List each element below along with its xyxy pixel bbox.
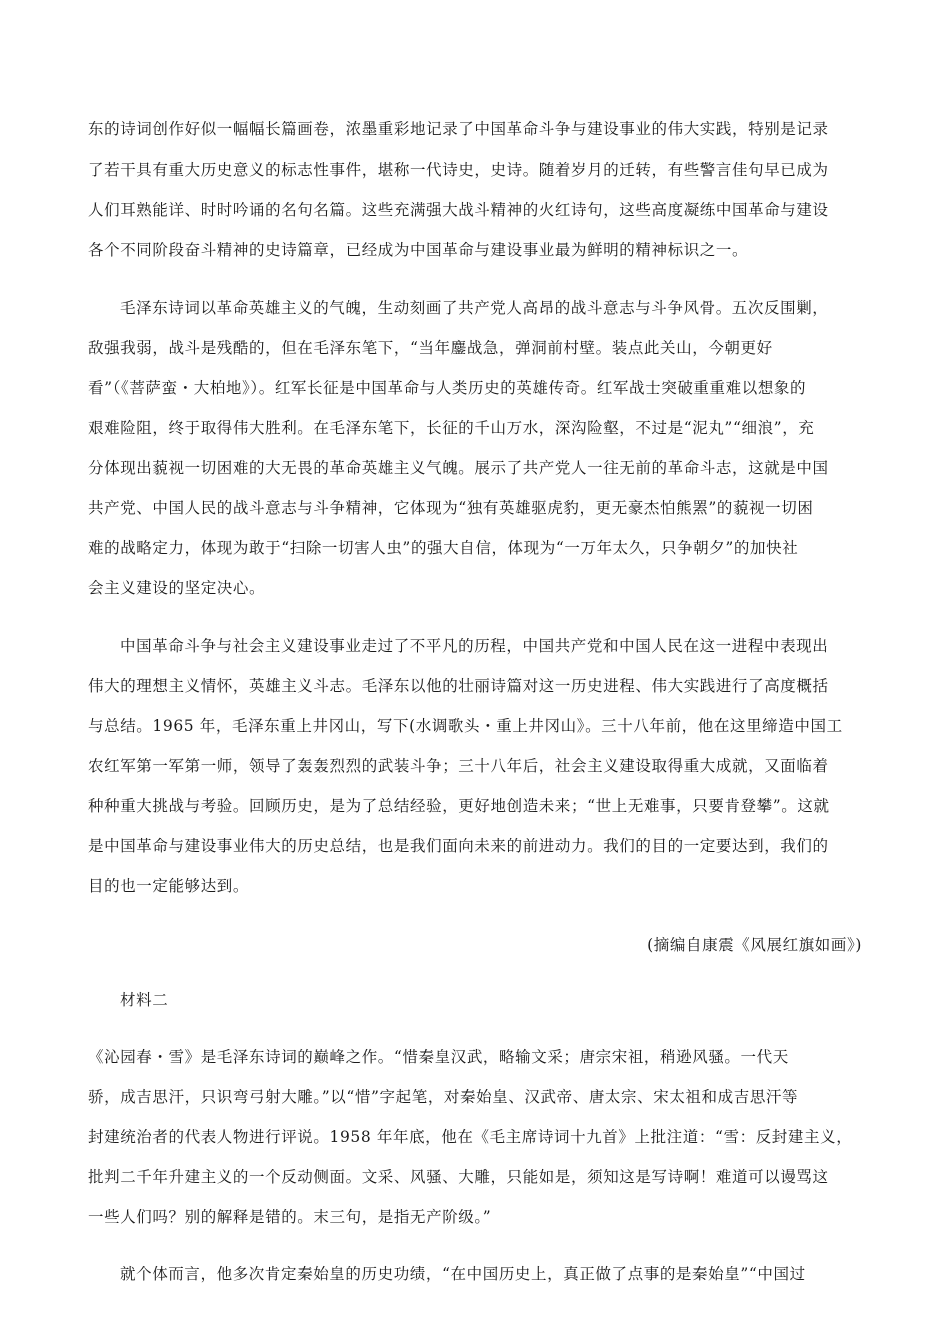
paragraph-2-line-4: 艰难险阻，终于取得伟大胜利。在毛泽东笔下，长征的千山万水，深沟险壑，不过是“泥丸”“细浪”，充: [88, 419, 815, 437]
paragraph-3-line-6: 是中国革命与建设事业伟大的历史总结，也是我们面向未来的前进动力。我们的目的一定要达到，我们的: [88, 837, 829, 855]
paragraph-1-line-3: 人们耳熟能详、时时吟诵的名句名篇。这些充满强大战斗精神的火红诗句，这些高度凝练中国革命与建设: [88, 201, 829, 219]
source-attribution: (摘编自康震《风展红旗如画》): [647, 936, 862, 954]
paragraph-2-line-6: 共产党、中国人民的战斗意志与斗争精神，它体现为“独有英雄驱虎豹，更无豪杰怕熊罴”的藐视一切困: [88, 499, 814, 517]
material2-paragraph-1-line-2: 骄，成吉思汗，只识弯弓射大雕。”以“惜”字起笔，对秦始皇、汉武帝、唐太宗、宋太祖和成吉思汗等: [88, 1088, 799, 1106]
paragraph-3-line-2: 伟大的理想主义情怀，英雄主义斗志。毛泽东以他的壮丽诗篇对这一历史进程、伟大实践进行了高度概括: [88, 677, 829, 695]
material2-paragraph-1-line-4: 批判二千年升建主义的一个反动侧面。文采、风骚、大雕，只能如是，须知这是写诗啊！难道可以谩骂这: [88, 1168, 829, 1186]
paragraph-2-line-2: 敌强我弱，战斗是残酷的，但在毛泽东笔下，“当年鏖战急，弹洞前村壁。装点此关山，今朝更好: [88, 339, 773, 357]
paragraph-3-line-3: 与总结。1965 年，毛泽东重上井冈山，写下(水调歌头・重上井冈山》。三十八年前，他在这里缔造中国工: [88, 717, 843, 735]
material2-paragraph-1-line-3: 封建统治者的代表人物进行评说。1958 年年底，他在《毛主席诗词十九首》上批注道：“雪：反封建主义，: [88, 1128, 853, 1146]
material2-paragraph-1-line-1: 《沁园春・雪》是毛泽东诗词的巅峰之作。“惜秦皇汉武，略输文采；唐宗宋祖，稍逊风骚。一代天: [88, 1048, 789, 1066]
paragraph-2-line-7: 难的战略定力，体现为敢于“扫除一切害人虫”的强大自信，体现为“一万年太久，只争朝夕”的加快社: [88, 539, 799, 557]
paragraph-1-line-2: 了若干具有重大历史意义的标志性事件，堪称一代诗史，史诗。随着岁月的迁转，有些警言佳句早已成为: [88, 161, 829, 179]
paragraph-3-line-7: 目的也一定能够达到。: [88, 877, 250, 895]
paragraph-1-line-4: 各个不同阶段奋斗精神的史诗篇章，已经成为中国革命与建设事业最为鲜明的精神标识之一。: [88, 241, 749, 259]
section-heading: 材料二: [120, 991, 169, 1009]
paragraph-3-line-4: 农红军第一军第一师，领导了轰轰烈烈的武装斗争；三十八年后，社会主义建设取得重大成就，又面临着: [88, 757, 829, 775]
paragraph-2-line-3: 看”（《菩萨蛮・大柏地》）。红军长征是中国革命与人类历史的英雄传奇。红军战士突破重重难以想象的: [88, 379, 807, 397]
paragraph-3-line-1: 中国革命斗争与社会主义建设事业走过了不平凡的历程，中国共产党和中国人民在这一进程中表现出: [120, 637, 829, 655]
paragraph-1-line-1: 东的诗词创作好似一幅幅长篇画卷，浓墨重彩地记录了中国革命斗争与建设事业的伟大实践，特别是记录: [88, 120, 829, 138]
paragraph-2-line-5: 分体现出藐视一切困难的大无畏的革命英雄主义气魄。展示了共产党人一往无前的革命斗志，这就是中国: [88, 459, 829, 477]
material2-paragraph-1-line-5: 一些人们吗？别的解释是错的。末三句，是指无产阶级。”: [88, 1208, 492, 1226]
paragraph-2-line-8: 会主义建设的坚定决心。: [88, 579, 266, 597]
paragraph-3-line-5: 种种重大挑战与考验。回顾历史，是为了总结经验，更好地创造未来；“世上无难事，只要肯登攀”。这就: [88, 797, 830, 815]
material2-paragraph-2-line-1: 就个体而言，他多次肯定秦始皇的历史功绩，“在中国历史上，真正做了点事的是秦始皇”“中国过: [120, 1265, 806, 1283]
paragraph-2-line-1: 毛泽东诗词以革命英雄主义的气魄，生动刻画了共产党人高昂的战斗意志与斗争风骨。五次反围剿，: [120, 299, 829, 317]
